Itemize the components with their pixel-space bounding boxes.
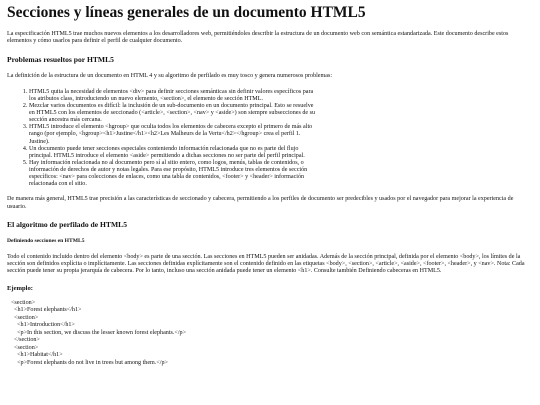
problems-list — [7, 89, 319, 188]
closing-paragraph: De manera más general, HTML5 trae precisión a las características de seccionado y cabecera, permitiendo a los perfiles de documento ser predecibles y usados por el navegador para mejorar la experiencia de usuario. — [7, 196, 514, 210]
code-line: </section> — [11, 337, 40, 344]
subheading-defining-sections: Definiendo secciones en HTML5 — [7, 237, 85, 244]
code-line: <section> — [11, 314, 39, 321]
problems-paragraph: La definición de la estructura de un documento en HTML 4 y su algoritmo de perfilado es muy tosco y genera numerosos problemas: — [7, 72, 333, 79]
list-item: 3. HTML5 introduce el elemento <hgroup> que oculta todos los elementos de cabecera excepto el primero de más alto rango (por ejemplo, <hgroup><h1>Justine</h1><h2>Les Malheurs de la Vertu</h2></hgroup> crea el perfil 1. Justine). — [29, 124, 319, 145]
section-heading-problems: Problemas resueltos por HTML5 — [7, 54, 114, 64]
code-line: <p>Forest elephants do not live in trees but among them.</p> — [11, 359, 168, 366]
code-line: <section> — [11, 299, 36, 306]
list-item: 1. HTML5 quita la necesidad de elementos <div> para definir secciones semánticas sin definir valores específicos para los atributos class, introduciendo un nuevo elemento, <section>, el elemento de sección HTML. — [29, 89, 319, 103]
code-line: <h1>Habitat</h1> — [11, 352, 63, 359]
sections-paragraph: Todo el contenido incluido dentro del elemento <body> es parte de una sección. Las secciones en HTML5 pueden ser anidadas. Además de la sección principal, definida por el elemento <body>, los límites de la sección son definidos explícita o implícitamente. Las secciones definidas explícitamente son el contenido definido en las etiquetas <body>, <section>, <article>, <aside>, <footer>, <header>, y <nav>. Nota: Cada sección puede tener su propia jerarquía de cabecera. Por lo tanto, incluso una sección anidada puede tener un elemento <h1>. Consulte también Definiendo cabeceras en HTML5. — [7, 253, 525, 275]
list-item: 2. Mezclar varios documentos es difícil: la inclusión de un sub-documento en un documento principal. Esto se resuelve en HTML5 con los elementos de seccionado (<article>, <section>, <nav> y <aside>) son siempre subsecciones de su sección ancestra más cercana. — [29, 103, 319, 124]
section-heading-algorithm: El algoritmo de perfilado de HTML5 — [7, 219, 128, 229]
code-line: <p>In this section, we discuss the lesser known forest elephants.</p> — [11, 329, 187, 336]
list-item: 5. Hay información relacionada no al documento pero sí al sitio entero, como logos, menús, tablas de contenidos, o información de derechos de autor y notas legales. Para ese propósito, HTML5 introduce tres elementos de sección específicos: <nav> para colecciones de enlaces, como una tabla de contenidos, <footer> y <header> información relacionada con el sitio. — [29, 160, 319, 188]
code-line: <h1>Forest elephants</h1> — [11, 307, 82, 314]
code-line: <section> — [11, 344, 39, 351]
example-heading: Ejemplo: — [7, 284, 34, 292]
list-item: 4. Un documento puede tener secciones especiales conteniendo información relacionada que no es parte del flujo principal. HTML5 introduce el elemento <aside> permitiendo a dichas secciones no ser parte del perfil principal. — [29, 146, 319, 160]
page-title: Secciones y líneas generales de un documento HTML5 — [7, 4, 366, 21]
intro-paragraph: La especificación HTML5 trae muchos nuevos elementos a los desarrolladores web, permitiéndoles describir la estructura de un documento web con semántica estandarizada. Este documento describe estos elementos y cómo usarlos para definir el perfil de cualquier documento. — [7, 31, 509, 45]
code-example — [7, 300, 533, 368]
code-line: <h1>Introduction</h1> — [11, 322, 75, 329]
